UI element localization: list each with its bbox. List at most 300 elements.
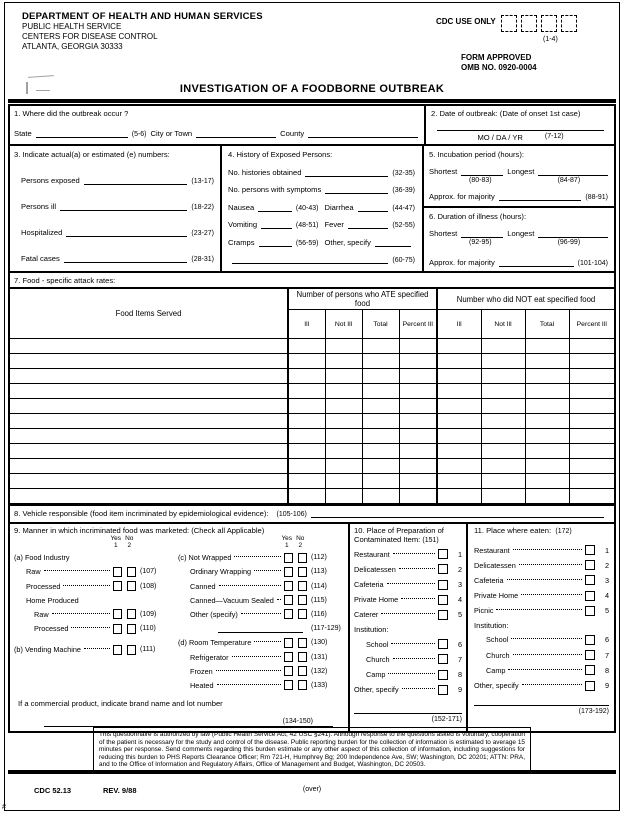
caterer-checkbox[interactable]: [438, 610, 448, 620]
no-checkbox[interactable]: [298, 595, 307, 605]
table-cell[interactable]: [399, 459, 437, 474]
diarrhea-label: Diarrhea: [324, 202, 354, 212]
table-cell[interactable]: [525, 414, 569, 429]
section-10-label: 10. Place of Preparation of Contaminated Item:: [354, 526, 444, 544]
food-item-cell[interactable]: [10, 429, 288, 444]
field-code: (80-83): [469, 177, 492, 184]
field-code: (18-22): [191, 204, 214, 211]
over-note: (over): [302, 786, 322, 793]
canned-label: Canned: [190, 581, 216, 591]
table-cell[interactable]: [288, 399, 325, 414]
yes-checkbox[interactable]: [284, 666, 293, 676]
table-cell[interactable]: [437, 369, 481, 384]
field-code: (48-51): [295, 222, 319, 229]
cdc-code-box[interactable]: [521, 15, 537, 32]
refrigerator-label: Refrigerator: [190, 652, 229, 662]
table-cell[interactable]: [399, 429, 437, 444]
table-cell[interactable]: [569, 354, 614, 369]
table-cell[interactable]: [481, 369, 525, 384]
processed-label: Processed: [26, 581, 61, 591]
table-cell[interactable]: [362, 489, 399, 504]
option-number: 3: [604, 575, 609, 585]
table-cell[interactable]: [325, 414, 362, 429]
table-cell[interactable]: [362, 339, 399, 354]
field-code: (115): [311, 596, 327, 604]
table-cell[interactable]: [525, 429, 569, 444]
delicatessen-checkbox[interactable]: [585, 560, 595, 570]
persons-symptoms-label: No. persons with symptoms: [228, 185, 322, 194]
not-wrapped-label: (c) Not Wrapped: [178, 553, 232, 563]
yes-checkbox[interactable]: [284, 609, 293, 619]
field-code: (132): [311, 667, 328, 675]
table-cell[interactable]: [288, 384, 325, 399]
yes-checkbox[interactable]: [113, 609, 122, 619]
no-checkbox[interactable]: [298, 609, 307, 619]
cafeteria-checkbox[interactable]: [585, 575, 595, 585]
table-cell[interactable]: [525, 369, 569, 384]
camp-checkbox[interactable]: [438, 670, 448, 680]
field-code: (40-43): [295, 204, 319, 212]
nausea-field[interactable]: [258, 203, 292, 212]
table-cell[interactable]: [399, 339, 437, 354]
persons-exposed-label: Persons exposed: [21, 176, 80, 185]
field-code: (116): [311, 610, 327, 618]
other-checkbox[interactable]: [438, 685, 448, 695]
option-number: 9: [457, 685, 462, 695]
vehicle-field[interactable]: [311, 509, 604, 518]
field-code: (114): [311, 582, 327, 590]
table-cell[interactable]: [325, 444, 362, 459]
table-cell[interactable]: [525, 459, 569, 474]
cafeteria-label: Cafeteria: [474, 575, 504, 585]
field-code: (84-87): [557, 177, 581, 184]
table-cell[interactable]: [362, 384, 399, 399]
persons-exposed-field[interactable]: [84, 176, 188, 185]
shortest-field[interactable]: [461, 229, 503, 238]
food-item-cell[interactable]: [10, 459, 288, 474]
section-1-where: [10, 106, 426, 144]
agency-line: ATLANTA, GEORGIA 30333: [22, 42, 123, 51]
table-cell[interactable]: [362, 444, 399, 459]
food-item-cell[interactable]: [10, 444, 288, 459]
col-not-ill: Not Ill: [325, 310, 362, 339]
nausea-label: Nausea: [228, 202, 255, 212]
option-number: 3: [457, 580, 462, 590]
section-2-label: 2. Date of outbreak: (Date of onset 1st case): [431, 109, 581, 118]
table-cell[interactable]: [481, 444, 525, 459]
restaurant-label: Restaurant: [354, 549, 390, 559]
table-cell[interactable]: [437, 384, 481, 399]
hospitalized-label: Hospitalized: [21, 228, 63, 237]
fatal-cases-field[interactable]: [64, 254, 188, 263]
field-code: (52-55): [392, 222, 415, 229]
school-label: School: [486, 635, 509, 645]
table-cell[interactable]: [525, 489, 569, 504]
no-checkbox[interactable]: [298, 581, 307, 591]
table-cell[interactable]: [569, 489, 614, 504]
col-ill: Ill: [288, 310, 325, 339]
private-home-label: Private Home: [474, 591, 519, 601]
field-code: (32-35): [392, 169, 415, 177]
table-cell[interactable]: [569, 384, 614, 399]
col-ill: Ill: [437, 310, 481, 339]
approx-majority-field[interactable]: [499, 258, 574, 267]
option-number: 4: [457, 595, 462, 605]
table-cell[interactable]: [437, 399, 481, 414]
table-cell[interactable]: [288, 444, 325, 459]
divider-bar: [8, 770, 616, 774]
yes-checkbox[interactable]: [284, 638, 293, 648]
group-not-eat-header: Number who did NOT eat specified food: [437, 289, 614, 310]
table-cell[interactable]: [362, 414, 399, 429]
other-specify-label: Other, specify: [354, 685, 399, 695]
cdc-code-box[interactable]: [541, 15, 557, 32]
other-specify-field-2[interactable]: [232, 255, 388, 264]
table-cell[interactable]: [481, 354, 525, 369]
private-home-checkbox[interactable]: [585, 591, 595, 601]
col-percent-ill: Percent Ill: [399, 310, 437, 339]
no-checkbox[interactable]: [298, 680, 307, 690]
table-cell[interactable]: [525, 339, 569, 354]
no-checkbox[interactable]: [298, 652, 307, 662]
longest-field[interactable]: [538, 229, 608, 238]
field-code: (131): [311, 653, 328, 661]
field-code: (108): [140, 582, 157, 590]
yes-checkbox[interactable]: [284, 553, 293, 563]
cdc-use-only-boxes: [501, 15, 577, 32]
option-number: 5: [604, 606, 609, 616]
commercial-product-note: If a commercial product, indicate brand name and lot number: [18, 698, 223, 708]
yes-checkbox[interactable]: [113, 645, 122, 655]
table-cell[interactable]: [288, 459, 325, 474]
table-cell[interactable]: [437, 474, 481, 489]
table-cell[interactable]: [525, 384, 569, 399]
approx-majority-field[interactable]: [499, 192, 582, 201]
form-title: INVESTIGATION OF A FOODBORNE OUTBREAK: [179, 83, 445, 95]
private-home-checkbox[interactable]: [438, 595, 448, 605]
delicatessen-label: Delicatessen: [474, 560, 516, 570]
table-cell[interactable]: [362, 429, 399, 444]
county-field[interactable]: [308, 129, 418, 138]
camp-checkbox[interactable]: [585, 665, 595, 675]
no-checkbox[interactable]: [298, 666, 307, 676]
section-11-where-eaten: [468, 524, 614, 731]
option-number: 8: [457, 670, 462, 679]
table-cell[interactable]: [525, 444, 569, 459]
vending-machine-label: (b) Vending Machine: [14, 645, 81, 655]
field-code: (113): [311, 568, 327, 576]
field-code: (44-47): [392, 204, 415, 212]
yes-checkbox[interactable]: [284, 567, 293, 577]
table-cell[interactable]: [481, 489, 525, 504]
state-label: State: [14, 129, 32, 138]
longest-field[interactable]: [538, 167, 608, 176]
delicatessen-label: Delicatessen: [354, 564, 396, 574]
state-field[interactable]: [36, 129, 128, 138]
field-code: (92-95): [469, 239, 492, 246]
other-specify-label: Other, specify: [324, 237, 371, 247]
form-body: [8, 104, 616, 733]
other-checkbox[interactable]: [585, 681, 595, 691]
approx-majority-label: Approx. for majority: [429, 258, 495, 267]
hospitalized-field[interactable]: [66, 228, 187, 237]
section-9-marketed: [10, 524, 350, 731]
scan-mark: #: [2, 804, 6, 811]
table-cell[interactable]: [399, 399, 437, 414]
table-cell[interactable]: [481, 384, 525, 399]
table-cell[interactable]: [362, 369, 399, 384]
table-cell[interactable]: [399, 414, 437, 429]
restaurant-checkbox[interactable]: [585, 545, 595, 555]
section-8-vehicle: [10, 504, 614, 524]
table-cell[interactable]: [288, 354, 325, 369]
field-code: (101-104): [577, 260, 608, 267]
picnic-checkbox[interactable]: [585, 606, 595, 616]
table-cell[interactable]: [481, 414, 525, 429]
shortest-field[interactable]: [461, 167, 503, 176]
section-6-label: 6. Duration of illness (hours):: [429, 212, 527, 221]
delicatessen-checkbox[interactable]: [438, 564, 448, 574]
option-number: 4: [604, 591, 609, 601]
yes-checkbox[interactable]: [113, 624, 122, 634]
table-cell[interactable]: [325, 459, 362, 474]
table-cell[interactable]: [437, 444, 481, 459]
section-4-history: [222, 146, 424, 271]
food-item-cell[interactable]: [10, 369, 288, 384]
table-cell[interactable]: [325, 384, 362, 399]
food-item-cell[interactable]: [10, 399, 288, 414]
paperwork-reduction-statement: This questionnaire is authorized by law (Public Health Service Act, 42 USC §241). Although response to the questions asked is voluntary, cooperation of the patient is necessary for the study and control of the disease. Public reporting burden for the collection of information is estimated to average 15 minutes per response. Send comments regarding this burden estimate or any other aspect of this collection of information, including suggestions for reducing this burden to PHS Reports Clearance Officer; Rm 721-H, Humphrey Bg; 200 Independence Ave, SW; Washington, DC 20201; ATTN: PRA, and to the Office of Information and Regulatory Affairs, Office of Management and Budget, Washington, DC 20503.: [93, 727, 531, 773]
table-cell[interactable]: [399, 369, 437, 384]
col-total: Total: [525, 310, 569, 339]
table-cell[interactable]: [399, 489, 437, 504]
section-2-date: [426, 106, 614, 144]
yes-checkbox[interactable]: [284, 595, 293, 605]
approx-majority-label: Approx. for majority: [429, 192, 495, 201]
table-cell[interactable]: [569, 429, 614, 444]
longest-label: Longest: [507, 229, 535, 238]
institution-heading: Institution:: [474, 620, 509, 630]
option-number: 1: [457, 549, 462, 559]
date-field[interactable]: [437, 118, 604, 131]
table-cell[interactable]: [325, 474, 362, 489]
table-cell[interactable]: [525, 354, 569, 369]
vomiting-field[interactable]: [261, 220, 292, 229]
table-cell[interactable]: [481, 459, 525, 474]
cramps-field[interactable]: [259, 238, 292, 247]
cdc-code-box[interactable]: [561, 15, 577, 32]
table-cell[interactable]: [399, 384, 437, 399]
section-7-label: 7. Food - specific attack rates:: [10, 273, 614, 288]
canned-vacuum-label: Canned—Vacuum Sealed: [190, 595, 274, 605]
table-cell[interactable]: [437, 414, 481, 429]
table-cell[interactable]: [569, 474, 614, 489]
persons-ill-label: Persons ill: [21, 202, 57, 211]
option-number: 2: [457, 564, 462, 574]
camp-label: Camp: [366, 670, 386, 679]
field-code: (130): [311, 639, 328, 647]
table-cell[interactable]: [325, 489, 362, 504]
histories-obtained-field[interactable]: [305, 168, 388, 177]
yes-no-header: Yes No 1 2: [110, 535, 134, 549]
fever-label: Fever: [324, 220, 344, 229]
field-code: (112): [311, 554, 327, 562]
field-code: (109): [140, 610, 157, 618]
table-cell[interactable]: [399, 474, 437, 489]
field-code: (13-17): [191, 178, 214, 185]
table-cell[interactable]: [325, 339, 362, 354]
church-checkbox[interactable]: [585, 650, 595, 660]
field-code: (105-106): [276, 511, 307, 518]
table-cell[interactable]: [481, 339, 525, 354]
table-cell[interactable]: [437, 429, 481, 444]
date-field-code: (7-12): [544, 133, 564, 140]
diarrhea-field[interactable]: [358, 203, 389, 212]
table-cell[interactable]: [437, 459, 481, 474]
table-cell[interactable]: [325, 354, 362, 369]
table-cell[interactable]: [569, 414, 614, 429]
option-number: 7: [457, 654, 462, 664]
field-code: (56-59): [295, 239, 319, 247]
option-number: 9: [604, 681, 609, 690]
heated-label: Heated: [190, 680, 214, 690]
ordinary-wrapping-label: Ordinary Wrapping: [190, 567, 252, 577]
no-checkbox[interactable]: [127, 567, 136, 577]
food-item-cell[interactable]: [10, 489, 288, 504]
county-label: County: [280, 129, 305, 138]
no-checkbox[interactable]: [298, 567, 307, 577]
caterer-label: Caterer: [354, 610, 379, 620]
table-cell[interactable]: [481, 429, 525, 444]
table-cell[interactable]: [362, 459, 399, 474]
no-checkbox[interactable]: [127, 645, 136, 655]
field-code: (134-150): [282, 717, 313, 725]
fever-field[interactable]: [348, 220, 389, 229]
no-checkbox[interactable]: [298, 638, 307, 648]
table-cell[interactable]: [288, 489, 325, 504]
table-cell[interactable]: [569, 459, 614, 474]
cdc-code-box[interactable]: [501, 15, 517, 32]
no-checkbox[interactable]: [298, 553, 307, 563]
table-cell[interactable]: [569, 369, 614, 384]
table-cell[interactable]: [569, 339, 614, 354]
table-cell[interactable]: [288, 369, 325, 384]
camp-label: Camp: [486, 665, 506, 675]
longest-label: Longest: [507, 167, 535, 176]
table-cell[interactable]: [525, 474, 569, 489]
room-temperature-label: (d) Room Temperature: [178, 638, 252, 648]
yes-checkbox[interactable]: [113, 581, 122, 591]
table-cell[interactable]: [437, 489, 481, 504]
school-label: School: [366, 639, 389, 649]
restaurant-checkbox[interactable]: [438, 549, 448, 559]
school-checkbox[interactable]: [438, 639, 448, 649]
table-cell[interactable]: [362, 399, 399, 414]
yes-checkbox[interactable]: [284, 652, 293, 662]
table-cell[interactable]: [569, 444, 614, 459]
table-cell[interactable]: [481, 399, 525, 414]
raw-label: Raw: [34, 609, 49, 619]
section-5-label: 5. Incubation period (hours):: [429, 150, 524, 159]
frozen-label: Frozen: [190, 666, 213, 676]
table-cell[interactable]: [288, 414, 325, 429]
persons-symptoms-field[interactable]: [325, 185, 388, 194]
food-item-cell[interactable]: [10, 414, 288, 429]
table-cell[interactable]: [569, 399, 614, 414]
table-cell[interactable]: [437, 339, 481, 354]
field-code: (173-192): [474, 705, 609, 715]
city-field[interactable]: [196, 129, 276, 138]
cafeteria-checkbox[interactable]: [438, 580, 448, 590]
other-specify-field[interactable]: [375, 238, 411, 247]
food-item-cell[interactable]: [10, 354, 288, 369]
table-cell[interactable]: [288, 474, 325, 489]
table-cell[interactable]: [481, 474, 525, 489]
church-label: Church: [366, 654, 390, 664]
other-specify-label: Other (specify): [190, 609, 238, 619]
other-specify-field[interactable]: [218, 624, 303, 633]
col-percent-ill: Percent Ill: [569, 310, 614, 339]
church-checkbox[interactable]: [438, 654, 448, 664]
yes-checkbox[interactable]: [113, 567, 122, 577]
picnic-label: Picnic: [474, 606, 494, 616]
table-cell[interactable]: [362, 474, 399, 489]
field-code: (152-171): [354, 713, 462, 723]
table-cell[interactable]: [325, 399, 362, 414]
no-checkbox[interactable]: [127, 624, 136, 634]
food-item-cell[interactable]: [10, 339, 288, 354]
fatal-cases-label: Fatal cases: [21, 254, 60, 263]
form-approved-block: [461, 53, 537, 73]
field-code: (117-129): [311, 625, 341, 633]
table-cell[interactable]: [362, 354, 399, 369]
restaurant-label: Restaurant: [474, 545, 510, 555]
section-4-label: 4. History of Exposed Persons:: [228, 150, 333, 159]
form-revision: REV. 9/88: [103, 786, 137, 795]
church-label: Church: [486, 650, 510, 660]
cdc-use-only-label: CDC USE ONLY: [436, 17, 496, 26]
city-label: City or Town: [150, 129, 193, 138]
table-cell[interactable]: [288, 429, 325, 444]
table-cell[interactable]: [288, 339, 325, 354]
food-item-cell[interactable]: [10, 384, 288, 399]
persons-ill-field[interactable]: [60, 202, 187, 211]
table-cell[interactable]: [399, 444, 437, 459]
agency-block: [22, 11, 263, 52]
state-field-code: (5-6): [131, 131, 147, 138]
section-3-numbers: [10, 146, 222, 271]
field-code: (23-27): [191, 230, 214, 237]
no-checkbox[interactable]: [127, 581, 136, 591]
col-not-ill: Not Ill: [481, 310, 525, 339]
section-3-label: 3. Indicate actual(a) or estimated (e) numbers:: [14, 150, 170, 159]
table-cell[interactable]: [325, 369, 362, 384]
table-cell[interactable]: [325, 429, 362, 444]
attack-rate-table: [10, 288, 614, 504]
table-cell[interactable]: [525, 399, 569, 414]
food-item-cell[interactable]: [10, 474, 288, 489]
option-number: 6: [457, 639, 462, 649]
table-cell[interactable]: [399, 354, 437, 369]
option-number: 8: [604, 665, 609, 675]
agency-line: CENTERS FOR DISEASE CONTROL: [22, 32, 158, 41]
yes-checkbox[interactable]: [284, 680, 293, 690]
table-cell[interactable]: [437, 354, 481, 369]
histories-obtained-label: No. histories obtained: [228, 167, 302, 177]
no-checkbox[interactable]: [127, 609, 136, 619]
yes-checkbox[interactable]: [284, 581, 293, 591]
school-checkbox[interactable]: [585, 635, 595, 645]
